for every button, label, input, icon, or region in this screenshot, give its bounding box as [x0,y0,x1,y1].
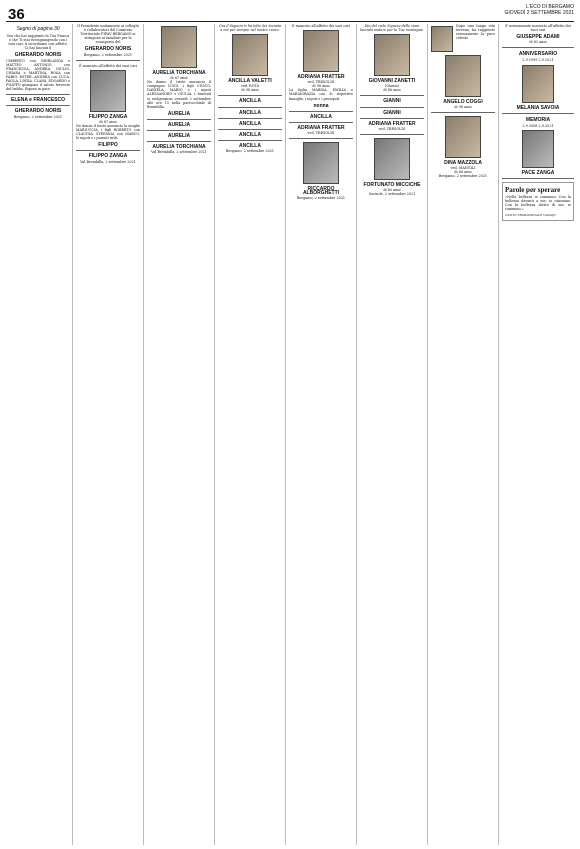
divider [502,47,574,48]
divider [360,95,424,96]
publication-date: GIOVEDÌ 2 SETTEMBRE 2021 [504,10,574,16]
divider [147,119,211,120]
deceased-name: ANCILLA [239,120,261,127]
deceased-married-name: ved. MANGILI [450,166,476,171]
column-divider [285,24,286,845]
header-rule [6,21,574,22]
column-divider [72,24,73,845]
deceased-name: AURELIA [167,110,191,117]
deceased-married-name: ved. TRESOLDI [307,80,335,85]
divider [147,130,211,131]
divider [218,140,282,141]
deceased-photo [303,142,339,184]
deceased-name: ANCILLA VALETTI [228,78,272,85]
deceased-name: ANCILLA [239,98,261,105]
deceased-age: di 98 anni [241,88,259,93]
notice-text: È mancato all'affetto dei suoi cari [79,63,137,68]
deceased-name: FILIPPO ZANGA [88,113,128,120]
divider [6,94,70,95]
anniversary-dates: 2.9.1999 2.9.2021 [522,58,554,63]
deceased-name: PACE ZANGA [521,169,555,176]
notice-place-date: Sorisole, 2 settembre 2021 [368,192,416,197]
notice-verse: Dio del cielo Signore delle cime lascialo andare per le Tue montagne. [360,24,424,33]
notice-verse: Ora il Signore ti ha tolto Sei tornata a noi per sempre nel nostro cuore. [218,24,282,33]
column-divider [427,24,428,845]
deceased-married-name: ved. TRESOLDI [307,130,335,135]
divider [502,178,574,179]
deceased-name: GIOVANNI ZANETTI [368,78,416,85]
divider [218,129,282,130]
section-heading: ANNIVERSARIO [518,51,558,58]
deceased-name: MELANIA SAVOIA [516,104,560,111]
deceased-name: ANGELO COGGI [443,99,483,105]
deceased-photo [374,34,410,76]
deceased-name: ANCILLA [239,142,261,149]
page-number: 36 [8,6,25,23]
divider [218,118,282,119]
obituary-column-4 [218,24,282,844]
notice-text: Ora che hai raggiunto la Tua Franca e che Ti stai ricongiungendo con i tuoi cari, ti ricordiamo con affetto. Ci hai lasciati il [6,34,70,51]
deceased-age: di 96 anni [454,105,472,110]
divider [218,107,282,108]
deceased-photo [161,26,197,68]
notice-text: Ne danno il triste annuncio il compagno LUIGI, i figli CIVICO, DANIELA, MARIO e i nipoti ALESSANDRO e GIULIA. I funerali si svolgeranno venerdì 3 settembre alle ore 15 nella parrocchiale di Brembilla. [147,80,211,109]
deceased-age: di 87 anni [99,119,117,124]
deceased-name: ADRIANA FRATTER [297,74,345,81]
obituary-column-6 [360,24,424,844]
deceased-married-name: ved. ROTA [240,84,260,89]
deceased-name: nonna [313,102,329,109]
deceased-photo [522,65,554,103]
deceased-photo [445,116,481,158]
divider [289,122,353,123]
obituary-column-2 [76,24,140,844]
notice-text: Ne danno il triste annuncio la moglie MARIUCCIA, i figli ROBERTO con CLAUDIA, STEFANIA con MARCO, le nipoti e i parenti tutti. [76,123,140,141]
obituary-column-3 [147,24,211,844]
column-divider [356,24,357,845]
divider [360,134,424,135]
deceased-name: AURELIA TORCHIANA [152,144,206,151]
column-divider [214,24,215,845]
notice-text: Dopo una lunga vita terrena, ha raggiunto serenamente la pace celeste [456,24,495,41]
deceased-name: DINA MAZZOLA [444,160,482,167]
deceased-age: di 80 anni [383,187,401,192]
mourner-names: ELENA e FRANCESCO [11,97,65,104]
deceased-name: RICCARDO ALBORGHETTI [302,186,340,197]
deceased-name: ADRIANA FRATTER [297,124,345,131]
notice-place-date: Bergamo, 2 settembre 2021 [83,52,133,57]
deceased-name: GHERARDO NORIS [84,46,132,53]
column-divider [498,24,499,845]
divider [218,95,282,96]
divider [289,138,353,139]
deceased-age: di 88 anni [454,170,472,175]
divider [289,111,353,112]
notice-text: È mancato all'affetto dei suoi cari [292,24,350,28]
notice-place-date: Bergamo, 2 settembre 2021 [296,196,346,201]
deceased-nickname: (Gianni) [385,84,399,89]
deceased-age: di 98 anni [312,84,330,89]
deceased-name: FILIPPO ZANGA [88,153,128,160]
publication-name: L'ECO DI BERGAMO [526,4,574,10]
divider [502,113,574,114]
page-header [0,0,580,24]
deceased-name: FORTUNATO MICCICHE [363,181,421,188]
obituary-column-7 [431,24,495,844]
divider [76,60,140,61]
divider [6,105,70,106]
deceased-age: di 87 anni [170,76,188,81]
deceased-name: GHERARDO NORIS [14,108,62,115]
notice-place-date: Bergamo, 2 settembre 2021 [225,148,275,153]
deceased-age: di 86 anni [383,88,401,93]
divider [431,112,495,113]
deceased-name: ANCILLA [239,131,261,138]
quote-box [502,182,574,221]
notice-text: La figlia MARISA, EMILIA e MARIAGRAZIA con le rispettive famiglie, i nipoti e i pronipoti. [289,88,353,101]
obituary-column-5 [289,24,353,844]
divider [360,107,424,108]
deceased-name: ADRIANA FRATTER [368,120,416,127]
deceased-name: AURELIA TORCHIANA [152,70,206,76]
divider [360,118,424,119]
notice-place-date: Val Brembilla, 2 settembre 2021 [80,159,136,164]
deceased-photo [90,70,126,112]
divider [147,141,211,142]
notice-text: È serenamente mancato all'affetto dei suoi cari [505,24,571,33]
deceased-photo [522,130,554,168]
notice-place-date: Bergamo, 2 settembre 2021 [438,174,488,179]
deceased-photo [445,55,481,97]
deceased-name: GHERARDO NORIS [14,52,62,59]
deceased-age: di 82 anni [529,40,547,45]
quote-box-text: «Nella bellezza io cammino. Con la bellezza davanti a me, io cammino. Con la bellezza dietro di me, io cammino.» [505,195,571,212]
deceased-name: GIUSEPPE ADAMI [516,34,560,41]
deceased-name: GIANNI [383,98,401,105]
column-divider [143,24,144,845]
deceased-photo [232,34,268,76]
deceased-name: FILIPPO [98,142,118,149]
quote-box-title: Parole per sperare [505,185,561,194]
deceased-married-name: ved. TRESOLDI [378,126,406,131]
notice-place-date: Bergamo, 2 settembre 2021 [13,114,63,119]
deceased-name: AURELIA [167,133,191,140]
deceased-photo [374,138,410,180]
page-marker: Segno di pagina 30 [16,26,60,32]
notice-text: UMBERTO con GHIRLANDA e MATTEO ANTONIO con FRANCESCA, ANDREA, GIULIO, CHIARA e MARTINA, ROSA con FABIO, ESTER, ANDREA con LUCA, PAOLA, LINDA, CLARA, EDOARDO e FILIPPO giungono il saluto fervente del babbo. Riposa in pace. [6,58,70,92]
obituary-column-1 [6,24,70,844]
deceased-name: ANCILLA [239,109,261,116]
memorial-dates: 2.9.2008 2.9.2021 [522,123,554,128]
deceased-name: AURELIA [167,121,191,128]
quote-box-source: CANTO TRADIZIONALE NAVAJO [505,213,556,218]
publication-info [505,4,574,16]
section-heading: MEMORIA [525,116,551,123]
obituary-column-8 [502,24,574,844]
deceased-photo [303,30,339,72]
notice-text: Il Presidente unitamente ai colleghi e collaboratori del Comitato Territoriale FIPAV BERGAMO si stringono ai familiari per la scomparsa del [77,24,139,45]
deceased-name: ANCILLA [310,113,332,120]
divider [76,150,140,151]
deceased-name: GIANNI [383,109,401,116]
deceased-photo [431,26,453,52]
notice-place-date: Val Brembilla, 2 settembre 2021 [151,150,207,155]
